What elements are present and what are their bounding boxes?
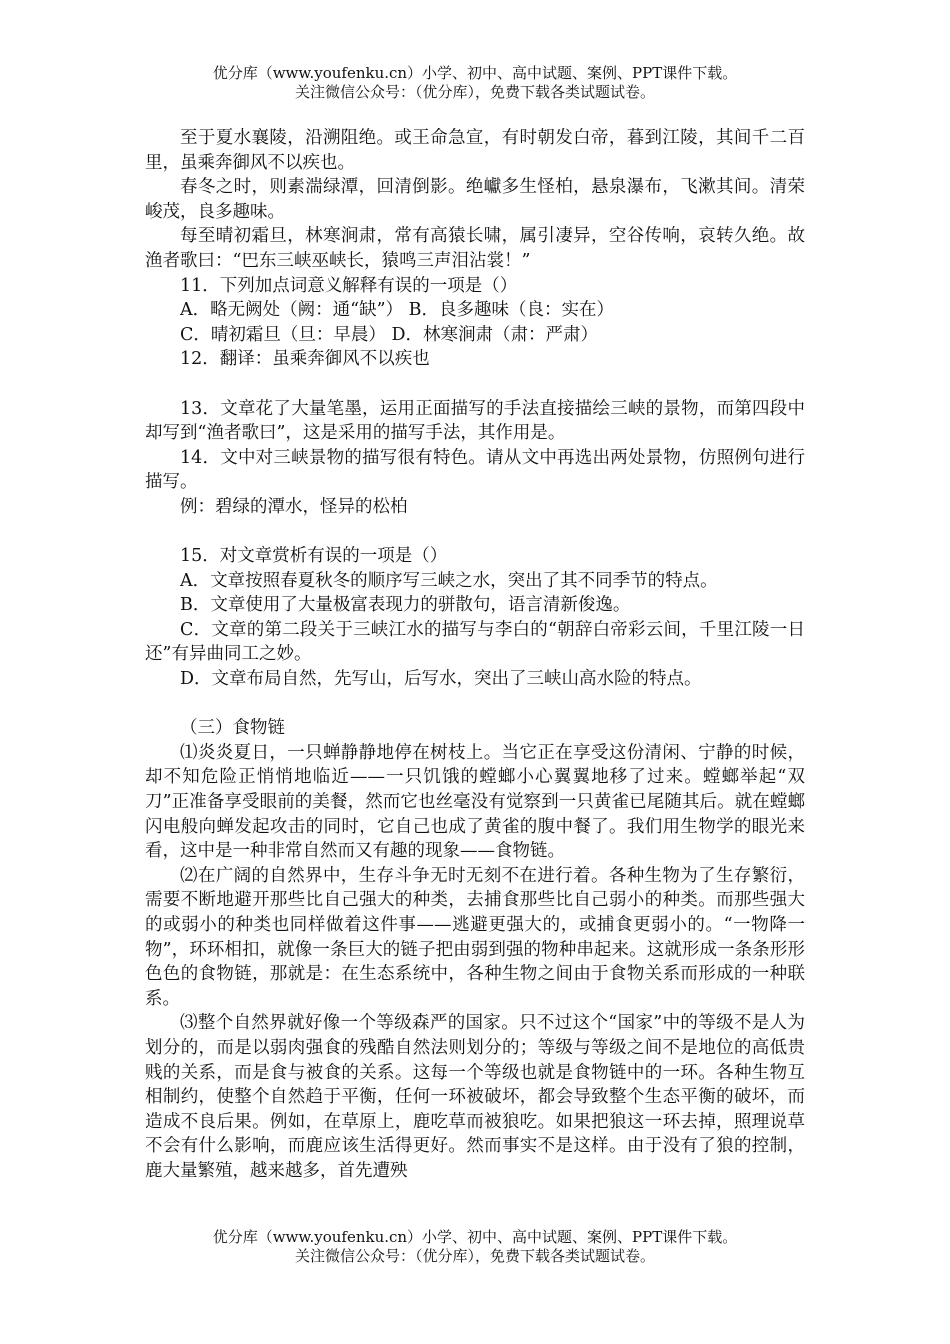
header-line-1: 优分库（www.youfenku.cn）小学、初中、高中试题、案例、PPT课件下载。 — [212, 64, 738, 82]
food-chain-paragraph-2: ⑵在广阔的自然界中，生存斗争无时无刻不在进行着。各种生物为了生存繁衍，需要不断地避开那些比自己强大的种类，去捕食那些比自己弱小的种类。而那些强大的或弱小的种类也同样做着这件事——逃避更强大的，或捕食更弱小的。“一物降一物”，环环相扣，就像一条巨大的链子把由弱到强的物种串起来。这就形成一条条形形色色的食物链，那就是：在生态系统中，各种生物之间由于食物关系而形成的一种联系。 — [145, 865, 805, 1009]
document-body — [145, 126, 805, 1184]
footer-line-1: 优分库（www.youfenku.cn）小学、初中、高中试题、案例、PPT课件下载。 — [212, 1228, 738, 1246]
food-chain-paragraph-3: ⑶整个自然界就好像一个等级森严的国家。只不过这个“国家”中的等级不是人为划分的，而是以弱肉强食的残酷自然法则划分的；等级与等级之间不是地位的高低贵贱的关系，而是食与被食的关系。这每一个等级也就是食物链中的一环。各种生物互相制约，使整个自然趋于平衡，任何一环被破坏，都会导致整个生态平衡的破坏，而造成不良后果。例如，在草原上，鹿吃草而被狼吃。如果把狼这一环去掉，照理说草不会有什么影响，而鹿应该生活得更好。然而事实不是这样。由于没有了狼的控制，鹿大量繁殖，越来越多，首先遭殃 — [145, 1013, 805, 1181]
question-14: 14．文中对三峡景物的描写很有特色。请从文中再选出两处景物，仿照例句进行描写。 — [145, 447, 805, 493]
question-11-options-cd: C．晴初霜旦（旦：早晨） D．林寒涧肃（肃：严肃） — [180, 324, 598, 345]
food-chain-paragraph-1: ⑴炎炎夏日，一只蝉静静地停在树枝上。当它正在享受这份清闲、宁静的时候，却不知危险正悄悄地临近——一只饥饿的螳螂小心翼翼地移了过来。螳螂举起“双刀”正准备享受眼前的美餐，然而它也丝毫没有觉察到一只黄雀已尾随其后。就在螳螂闪电般向蝉发起攻击的同时，它自己也成了黄雀的腹中餐了。我们用生物学的眼光来看，这中是一种非常自然而又有趣的现象——食物链。 — [145, 742, 805, 862]
section-3-title: （三）食物链 — [180, 718, 285, 739]
spacer — [145, 520, 805, 545]
page-footer — [0, 1228, 950, 1266]
question-15-option-d: D．文章布局自然，先写山，后写水，突出了三峡山高水险的特点。 — [180, 669, 702, 690]
passage-paragraph-3: 每至晴初霜旦，林寒涧肃，常有高猿长啸，属引凄异，空谷传响，哀转久绝。故渔者歌曰：“巴东三峡巫峡长，猿鸣三声泪沾裳！” — [145, 226, 805, 271]
question-15: 15．对文章赏析有误的一项是（） — [180, 546, 448, 567]
page-header — [0, 64, 950, 102]
header-line-2: 关注微信公众号：（优分库），免费下载各类试题试卷。 — [294, 83, 655, 101]
passage-paragraph-1: 至于夏水襄陵，沿溯阻绝。或王命急宣，有时朝发白帝，暮到江陵，其间千二百里，虽乘奔御风不以疾也。 — [145, 128, 805, 173]
question-14-example: 例：碧绿的潭水，怪异的松柏 — [180, 496, 408, 517]
question-15-option-c: C．文章的第二段关于三峡江水的描写与李白的“朝辞白帝彩云间，千里江陵一日还”有异曲同工之妙。 — [145, 619, 805, 665]
spacer — [145, 372, 805, 397]
question-11: 11．下列加点词意义解释有误的一项是（） — [180, 275, 518, 296]
footer-line-2: 关注微信公众号：（优分库），免费下载各类试题试卷。 — [294, 1247, 655, 1265]
question-12: 12．翻译：虽乘奔御风不以疾也 — [180, 349, 430, 370]
question-13: 13．文章花了大量笔墨，运用正面描写的手法直接描绘三峡的景物，而第四段中却写到“渔者歌曰”，这是采用的描写手法，其作用是。 — [145, 398, 805, 444]
passage-paragraph-2: 春冬之时，则素湍绿潭，回清倒影。绝巘多生怪柏，悬泉瀑布，飞漱其间。清荣峻茂，良多趣味。 — [145, 177, 805, 222]
question-15-option-a: A．文章按照春夏秋冬的顺序写三峡之水，突出了其不同季节的特点。 — [180, 570, 718, 591]
question-11-options-ab: A．略无阙处（阙：通“缺”） B．良多趣味（良：实在） — [180, 300, 614, 321]
question-15-option-b: B．文章使用了大量极富表现力的骈散句，语言清新俊逸。 — [180, 595, 631, 616]
spacer — [145, 692, 805, 717]
